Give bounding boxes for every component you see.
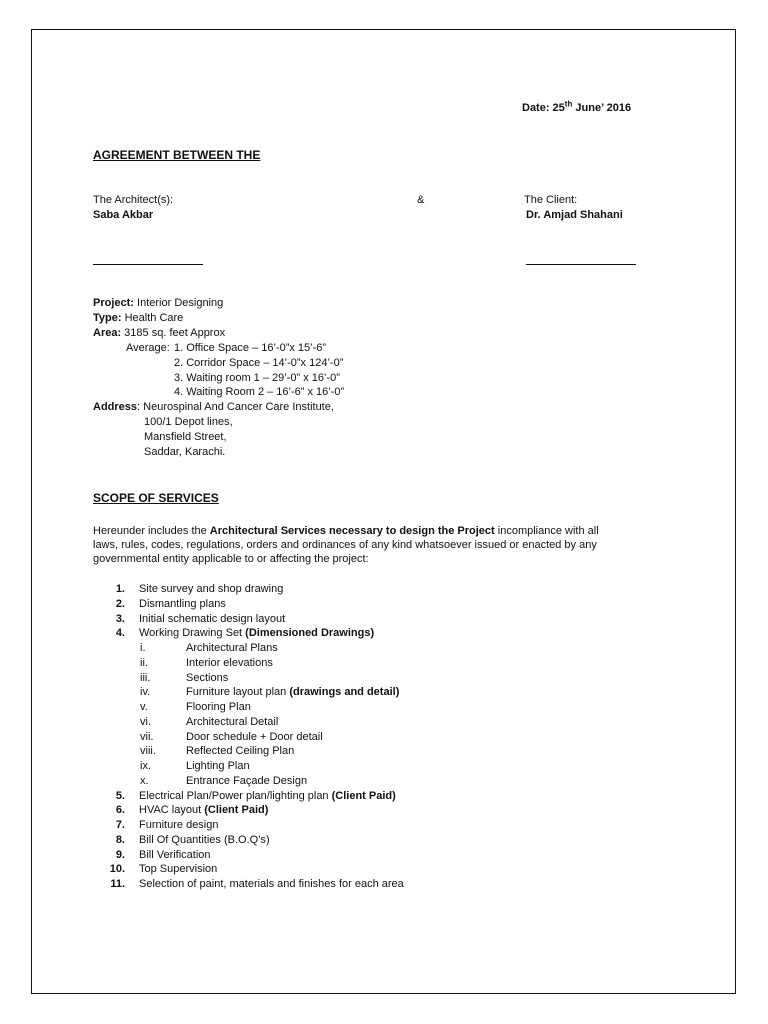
scope-intro-bold: Architectural Services necessary to design the Project [209,525,495,537]
list-item-text: Entrance Façade Design [186,774,308,787]
list-item-text: Door schedule + Door detail [186,730,323,743]
address-line [93,400,334,415]
sublist-item-number: vi. [140,715,151,728]
address-value: Saddar, Karachi. [144,446,226,458]
area-value: 3185 sq. feet Approx [121,327,226,339]
client-label: The Client: [524,194,578,206]
list-item-bold-text: (Dimensioned Drawings) [245,627,375,640]
sublist-item-number: ix. [140,760,151,772]
agreement-title: AGREEMENT BETWEEN THE [93,148,261,162]
list-item [139,862,217,877]
list-item [139,597,226,612]
sublist-item [186,730,323,745]
project-value: Interior Designing [133,297,224,309]
list-item-text: Bill Verification [139,848,211,861]
sublist-item-number: ii. [140,656,148,669]
list-item [139,848,211,863]
average-label: Average: [126,342,170,354]
list-item-number: 1. [115,583,125,595]
list-item-number: 5. [115,789,125,802]
address-value: : Neurospinal And Cancer Care Institute, [137,401,334,413]
list-item-text: Flooring Plan [186,701,251,713]
client-signature-line [526,264,636,265]
list-item-number: 10. [109,863,125,876]
sublist-item [186,744,294,759]
sublist-item-number: x. [140,774,149,787]
list-item-text: Working Drawing Set [139,627,246,640]
scope-intro-text: Hereunder includes the [93,525,210,537]
scope-intro-line: governmental entity applicable to or affecting the project: [93,553,369,565]
list-item-text: Interior elevations [186,656,273,669]
sublist-item-number: i. [140,642,146,654]
list-item-text: Furniture design [139,819,219,831]
type-value: Health Care [121,312,184,324]
list-item-text: Architectural Plans [186,642,278,654]
ampersand: & [417,194,425,206]
sublist-item-number: viii. [140,745,156,758]
average-item: 2. Corridor Space – 14’-0”x 124’-0” [174,357,344,369]
list-item-text: Top Supervision [139,863,218,876]
date-label: Date: 25 [522,102,565,114]
list-item-text: Bill Of Quantities (B.O.Q’s) [139,833,270,846]
client-name: Dr. Amjad Shahani [526,209,623,221]
date-rest: June’ 2016 [572,102,632,114]
list-item-text: Selection of paint, materials and finishes for each area [139,878,404,890]
address-label: Address [93,401,138,413]
scope-heading: SCOPE OF SERVICES [93,491,219,505]
sublist-item [186,641,278,656]
average-item: 4. Waiting Room 2 – 16’-6” x 16’-0” [174,386,345,398]
list-item [139,789,396,804]
list-item [139,626,374,641]
list-item-text: Architectural Detail [186,715,279,728]
area-label: Area: [93,327,122,339]
list-item-number: 4. [115,627,125,640]
list-item-text: HVAC layout [139,804,205,817]
list-item [139,833,270,848]
list-item-number: 6. [115,804,125,817]
list-item [139,877,404,892]
list-item-text: Initial schematic design layout [139,612,286,625]
sublist-item-number: iv. [140,686,151,699]
sublist-item [186,685,399,700]
list-item-number: 9. [115,848,125,861]
sublist-item [186,715,278,730]
list-item-bold-text: (drawings and detail) [289,686,400,699]
sublist-item [186,671,228,686]
list-item-text: Sections [186,671,229,684]
architect-label: The Architect(s): [93,194,174,206]
list-item-text: Furniture layout plan [186,686,290,699]
address-value: 100/1 Depot lines, [144,416,233,428]
scope-intro-line: laws, rules, codes, regulations, orders and ordinances of any kind whatsoever issued or enacted by any [93,539,597,551]
list-item-number: 8. [115,833,125,846]
list-item-text: Dismantling plans [139,597,226,610]
list-item-text: Site survey and shop drawing [139,583,284,595]
average-item: 3. Waiting room 1 – 29’-0” x 16’-0” [174,372,340,384]
list-item [139,803,268,818]
sublist-item-number: v. [140,701,148,713]
project-label: Project: [93,297,134,309]
document-page [31,29,736,994]
list-item-number: 2. [115,597,125,610]
area-line [93,326,225,341]
sublist-item-number: vii. [140,730,154,743]
type-line [93,311,183,326]
list-item-number: 7. [115,819,125,831]
list-item-text: Electrical Plan/Power plan/lighting plan [139,789,332,802]
architect-signature-line [93,264,203,265]
list-item [139,818,219,833]
list-item-number: 11. [110,878,125,890]
agreement-date [522,101,631,115]
scope-intro-line [93,524,599,539]
list-item-bold-text: (Client Paid) [204,804,269,817]
address-value: Mansfield Street, [144,431,227,443]
list-item [139,582,283,597]
sublist-item [186,656,273,671]
list-item-number: 3. [115,612,125,625]
sublist-item [186,774,307,789]
average-item: 1. Office Space – 16’-0”x 15’-6” [174,342,327,354]
sublist-item [186,700,251,715]
list-item-bold-text: (Client Paid) [331,789,396,802]
date-superscript: th [564,99,573,109]
project-line [93,296,223,311]
list-item-text: Lighting Plan [186,760,250,772]
list-item-text: Reflected Ceiling Plan [186,745,295,758]
scope-intro-text: incompliance with all [494,525,599,537]
sublist-item-number: iii. [140,671,151,684]
architect-name: Saba Akbar [93,209,154,221]
list-item [139,612,285,627]
sublist-item [186,759,250,774]
type-label: Type: [93,312,122,324]
